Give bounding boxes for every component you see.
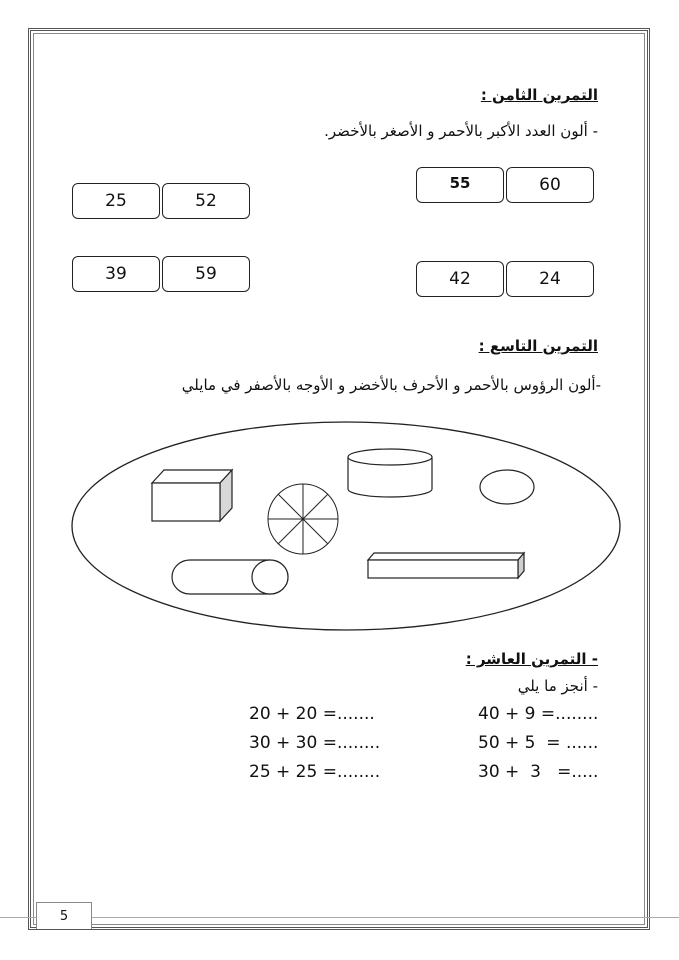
number-pair-4 — [416, 261, 594, 297]
ellipse-outline — [72, 422, 620, 630]
cuboid-icon[interactable] — [152, 470, 232, 521]
number-box[interactable]: 52 — [162, 183, 250, 219]
equation-right-3[interactable]: 30 + 3 =..... — [478, 762, 599, 782]
circle-sectors-icon[interactable] — [268, 484, 338, 554]
footer-line — [0, 917, 679, 918]
number-box[interactable]: 25 — [72, 183, 160, 219]
shapes-ellipse-figure — [70, 420, 622, 632]
equation-left-1[interactable]: 20 + 20 =....... — [249, 704, 375, 724]
long-prism-icon[interactable] — [368, 553, 524, 578]
equation-right-1[interactable]: 40 + 9 =........ — [478, 704, 599, 724]
number-box[interactable]: 42 — [416, 261, 504, 297]
exercise10-title: - التمرين العاشر : — [465, 650, 598, 668]
sphere-icon[interactable] — [480, 470, 534, 504]
page-number: 5 — [36, 902, 92, 929]
number-box[interactable]: 60 — [506, 167, 594, 203]
equation-right-2[interactable]: 50 + 5 = ...... — [478, 733, 599, 753]
equation-left-3[interactable]: 25 + 25 =........ — [249, 762, 381, 782]
exercise9-instruction: -ألون الرؤوس بالأحمر و الأحرف بالأخضر و الأوجه بالأصفر في مايلي — [181, 376, 601, 394]
exercise9-title: التمرين التاسع : — [478, 337, 598, 355]
number-box[interactable]: 59 — [162, 256, 250, 292]
number-box[interactable]: 24 — [506, 261, 594, 297]
equation-left-2[interactable]: 30 + 30 =........ — [249, 733, 381, 753]
number-pair-3 — [72, 256, 250, 292]
number-pair-2 — [416, 167, 594, 203]
exercise8-title: التمرين الثامن : — [480, 86, 598, 104]
exercise8-instruction: - ألون العدد الأكبر بالأحمر و الأصغر بالأخضر. — [324, 122, 598, 140]
horizontal-cylinder-icon[interactable] — [172, 560, 288, 594]
number-pair-1 — [72, 183, 250, 219]
number-box[interactable]: 55 — [416, 167, 504, 203]
cylinder-icon[interactable] — [348, 449, 432, 497]
number-box[interactable]: 39 — [72, 256, 160, 292]
exercise10-instruction: - أنجز ما يلي — [517, 677, 598, 695]
